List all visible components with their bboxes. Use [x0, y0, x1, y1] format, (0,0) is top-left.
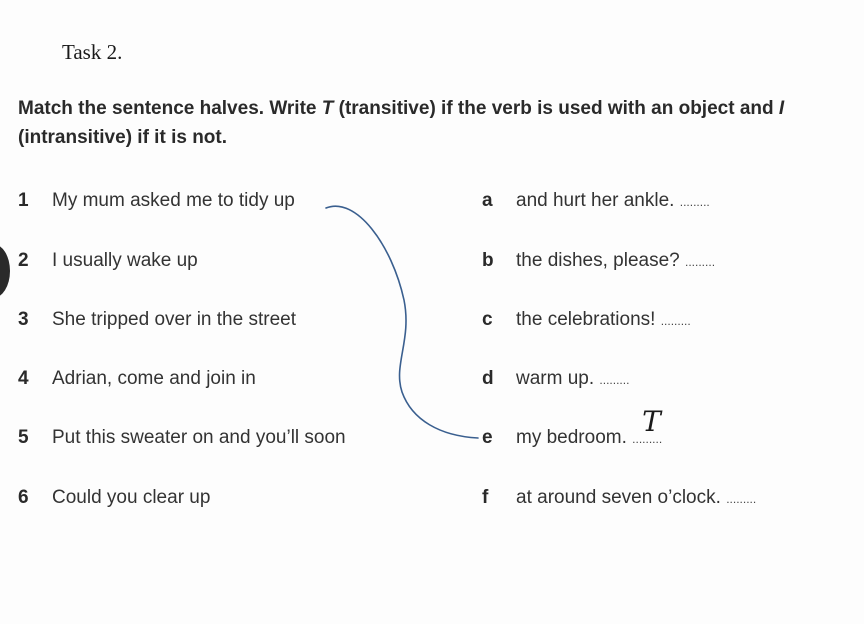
right-item-letter: d — [482, 368, 494, 389]
right-item-e — [482, 405, 663, 449]
instruction-i-letter: I — [778, 98, 785, 119]
instruction-part3: (intransitive) if it is not. — [18, 127, 228, 148]
answer-dots: ......... — [726, 492, 757, 506]
left-item-number: 1 — [18, 190, 29, 211]
answer-dots: ......... — [599, 373, 630, 387]
left-item-6 — [18, 487, 210, 509]
left-item-number: 5 — [18, 427, 29, 448]
right-item-d — [482, 368, 629, 390]
right-item-f — [482, 487, 756, 509]
instruction-part2: (transitive) if the verb is used with an object and — [333, 98, 779, 119]
left-item-3 — [18, 309, 296, 331]
instruction-text — [18, 94, 818, 152]
handwritten-answer: T — [642, 405, 661, 438]
left-item-1 — [18, 190, 295, 212]
punch-hole — [0, 244, 10, 298]
left-item-number: 3 — [18, 309, 29, 330]
right-item-text: the celebrations! — [516, 309, 656, 330]
answer-dots: ......... — [632, 432, 663, 446]
right-item-c — [482, 309, 691, 331]
left-item-text: Could you clear up — [52, 487, 211, 508]
right-item-text: my bedroom. — [516, 427, 627, 448]
answer-dots: ......... — [685, 255, 716, 269]
answer-blank[interactable] — [632, 405, 663, 449]
task-title: Task 2. — [62, 40, 123, 64]
right-item-a — [482, 190, 710, 212]
right-item-text: the dishes, please? — [516, 250, 680, 271]
answer-dots: ......... — [679, 195, 710, 209]
right-item-letter: c — [482, 309, 493, 330]
pen-stroke-1-to-e — [326, 206, 478, 438]
answer-blank[interactable] — [599, 368, 629, 390]
instruction-t-letter: T — [321, 98, 334, 119]
right-item-letter: e — [482, 427, 493, 448]
left-item-text: Adrian, come and join in — [52, 368, 256, 389]
left-item-number: 4 — [18, 368, 29, 389]
left-item-number: 6 — [18, 487, 29, 508]
answer-blank[interactable] — [661, 309, 691, 331]
left-item-text: I usually wake up — [52, 250, 198, 271]
left-item-4 — [18, 368, 256, 390]
right-item-text: warm up. — [516, 368, 595, 389]
instruction-part1: Match the sentence halves. Write — [18, 98, 322, 119]
answer-blank[interactable] — [726, 487, 756, 509]
left-item-5 — [18, 427, 346, 449]
answer-blank[interactable] — [685, 250, 715, 272]
right-item-b — [482, 250, 715, 272]
left-item-2 — [18, 250, 198, 272]
left-item-number: 2 — [18, 250, 29, 271]
left-item-text: She tripped over in the street — [52, 309, 296, 330]
answer-blank[interactable] — [680, 190, 710, 212]
right-item-letter: b — [482, 250, 494, 271]
right-item-letter: f — [482, 487, 489, 508]
right-item-letter: a — [482, 190, 493, 211]
left-item-text: My mum asked me to tidy up — [52, 190, 295, 211]
left-item-text: Put this sweater on and you’ll soon — [52, 427, 346, 448]
answer-dots: ......... — [660, 314, 691, 328]
right-item-text: at around seven o’clock. — [516, 487, 721, 508]
right-item-text: and hurt her ankle. — [516, 190, 675, 211]
